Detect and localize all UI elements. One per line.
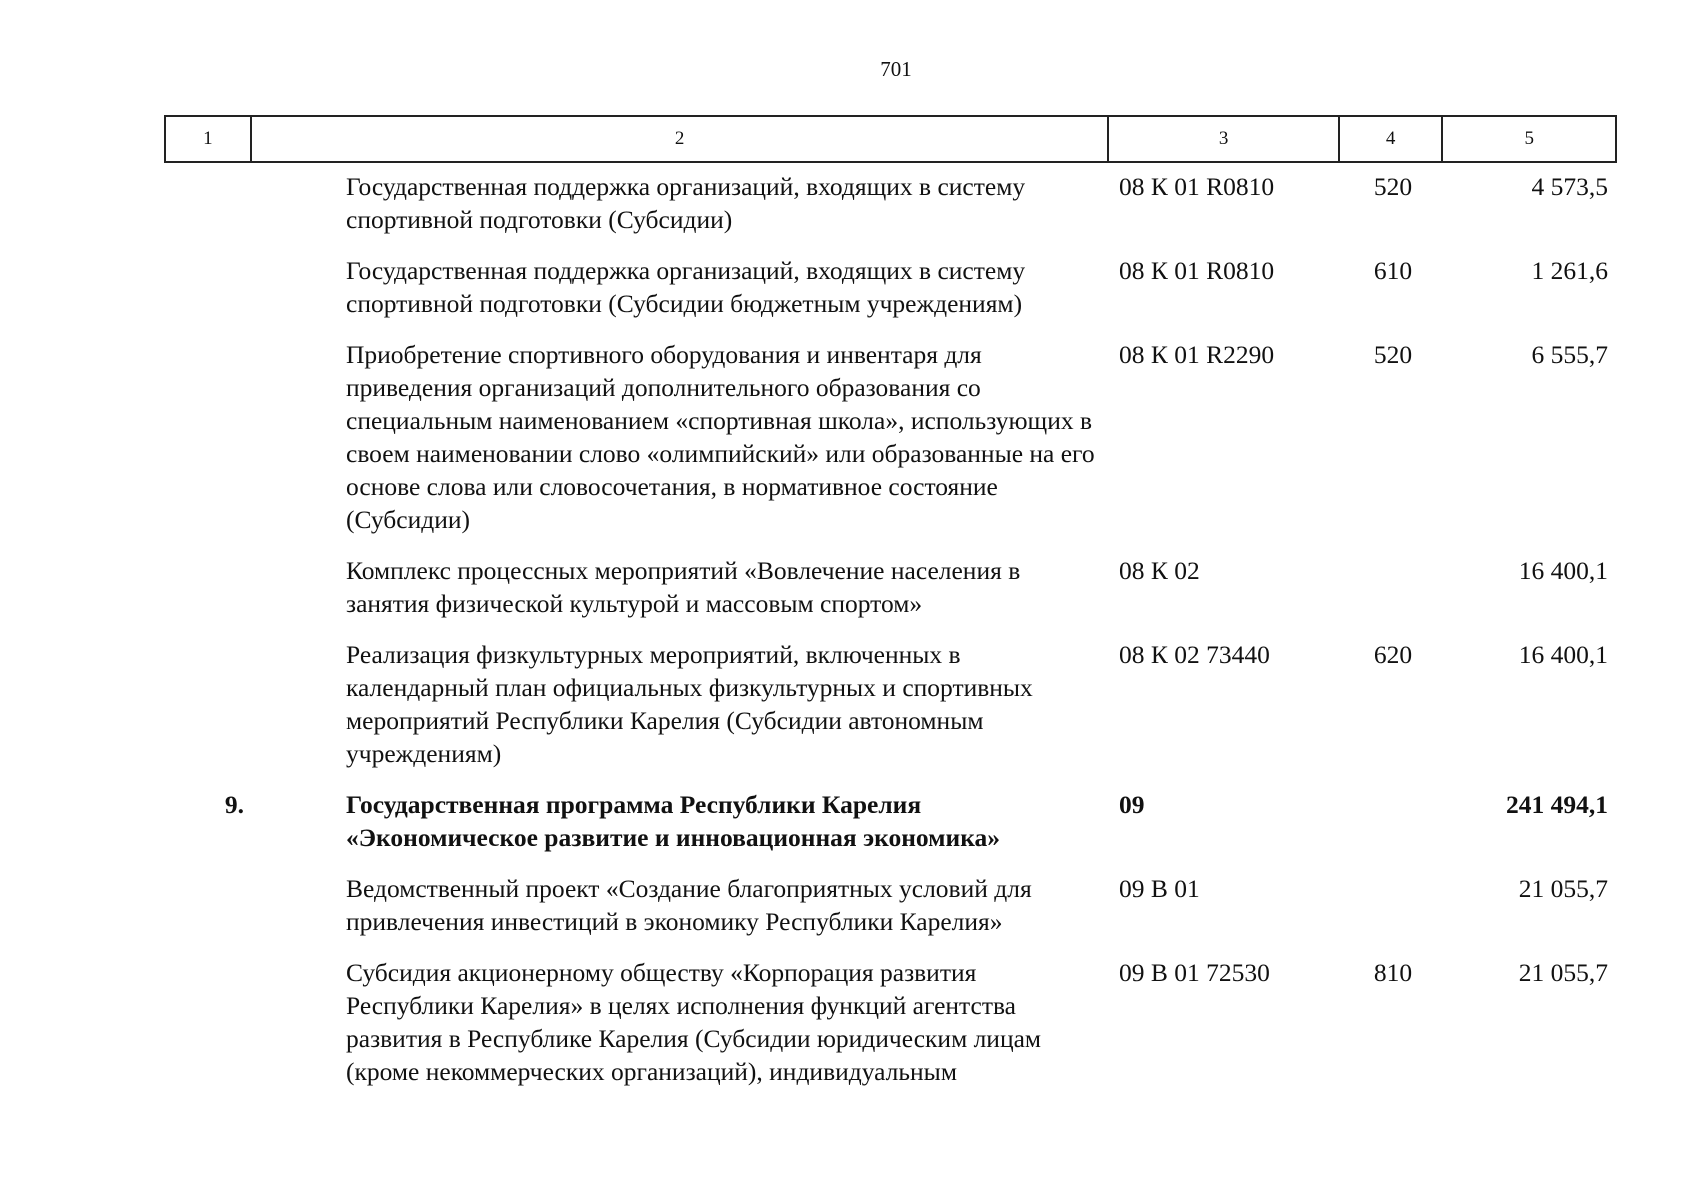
row-code: 08 К 01 R0810 <box>1119 256 1275 285</box>
row-type <box>1341 872 1445 938</box>
row-number <box>164 554 250 620</box>
row-number <box>164 254 250 320</box>
page-number: 701 <box>880 57 912 81</box>
table-body <box>164 170 1617 1106</box>
header-col-3: 3 <box>1109 117 1339 161</box>
row-name: Государственная поддержка организаций, входящих в систему спортивной подготовки (Субсидии) <box>346 172 1026 234</box>
row-code: 08 К 02 73440 <box>1119 640 1270 669</box>
table-row <box>164 254 1617 320</box>
row-amount: 16 400,1 <box>1518 556 1608 585</box>
row-number <box>164 872 250 938</box>
row-amount: 6 555,7 <box>1531 340 1608 369</box>
table-row <box>164 956 1617 1088</box>
table-row <box>164 554 1617 620</box>
row-code: 08 К 01 R2290 <box>1119 340 1275 369</box>
row-amount: 16 400,1 <box>1518 640 1608 669</box>
row-number <box>164 170 250 236</box>
row-name: Реализация физкультурных мероприятий, включенных в календарный план официальных физкультурных и спортивных мероприятий Республики Карелия (Субсидии автономным учреждениям) <box>346 640 1033 768</box>
row-code: 09 <box>1119 790 1145 819</box>
row-amount: 241 494,1 <box>1506 790 1608 819</box>
row-type: 610 <box>1373 256 1413 285</box>
row-amount: 21 055,7 <box>1518 958 1608 987</box>
row-name: Ведомственный проект «Создание благоприятных условий для привлечения инвестиций в экономику Республики Карелия» <box>346 874 1032 936</box>
row-type: 620 <box>1373 640 1413 669</box>
row-type: 810 <box>1373 958 1413 987</box>
row-name: Государственная программа Республики Карелия «Экономическое развитие и инновационная экономика» <box>346 790 1001 852</box>
row-code: 08 К 01 R0810 <box>1119 172 1275 201</box>
row-name: Государственная поддержка организаций, входящих в систему спортивной подготовки (Субсидии бюджетным учреждениям) <box>346 256 1026 318</box>
row-number <box>164 638 250 770</box>
header-col-4: 4 <box>1340 117 1444 161</box>
row-name: Приобретение спортивного оборудования и инвентаря для приведения организаций дополнительного образования со специальным наименованием «спортивная школа», использующих в своем наименовании слово «олимпийский» или образованные на его основе слова или словосочетания, в нормативное состояние (Субсидии) <box>346 340 1095 534</box>
row-type <box>1341 554 1445 620</box>
row-number <box>164 338 250 536</box>
row-amount: 1 261,6 <box>1531 256 1608 285</box>
header-col-2: 2 <box>252 117 1110 161</box>
row-name: Субсидия акционерному обществу «Корпорация развития Республики Карелия» в целях исполнения функций агентства развития в Республике Карелия (Субсидии юридическим лицам (кроме некоммерческих организаций), индивидуальным <box>346 958 1042 1086</box>
table-row-program <box>164 788 1617 854</box>
row-name: Комплекс процессных мероприятий «Вовлечение населения в занятия физической культурой и массовым спортом» <box>346 556 1021 618</box>
table-row <box>164 338 1617 536</box>
table-row <box>164 872 1617 938</box>
row-type: 520 <box>1373 172 1413 201</box>
row-code: 09 В 01 72530 <box>1119 958 1270 987</box>
row-amount: 4 573,5 <box>1531 172 1608 201</box>
table-row <box>164 170 1617 236</box>
row-amount: 21 055,7 <box>1518 874 1608 903</box>
row-type: 520 <box>1373 340 1413 369</box>
row-code: 08 К 02 <box>1119 556 1200 585</box>
table-row <box>164 638 1617 770</box>
row-type <box>1341 788 1445 854</box>
header-col-5: 5 <box>1524 128 1534 149</box>
row-number: 9. <box>224 790 244 819</box>
row-code: 09 В 01 <box>1119 874 1200 903</box>
row-number <box>164 956 250 1088</box>
table-header <box>164 115 1617 163</box>
header-col-1: 1 <box>166 117 252 161</box>
